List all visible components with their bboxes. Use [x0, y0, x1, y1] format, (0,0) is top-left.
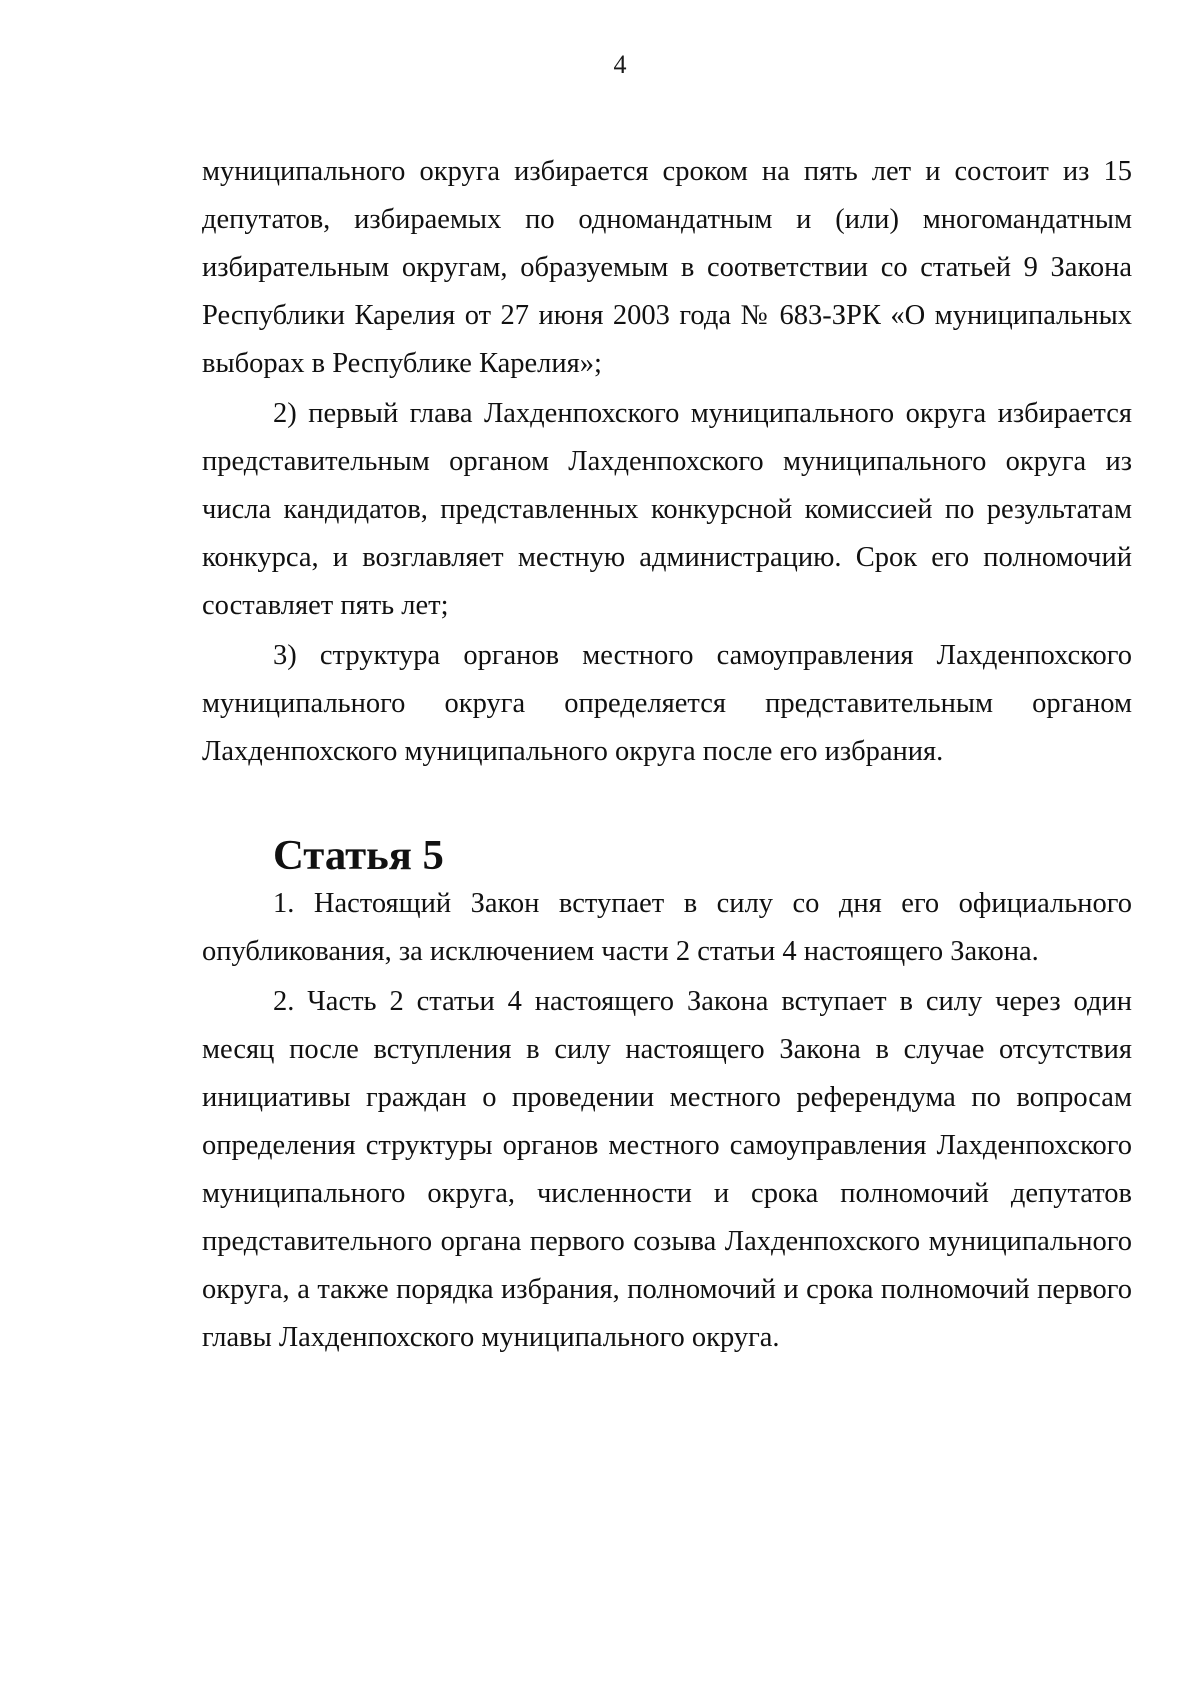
article-4-item-2-paragraph: 2) первый глава Лахденпохского муниципального округа избирается представительным органом Лахденпохского муниципального округа из числа кандидатов, представленных конкурсной комиссией по результатам конкурса, и возглавляет местную администрацию. Срок его полномочий составляет пять лет;: [202, 398, 1132, 621]
page-number: 4: [613, 50, 627, 79]
article-5-item-1-paragraph: 1. Настоящий Закон вступает в силу со дня его официального опубликования, за исключением части 2 статьи 4 настоящего Закона.: [202, 888, 1132, 967]
article-4-item-3-paragraph: 3) структура органов местного самоуправления Лахденпохского муниципального округа определяется представительным органом Лахденпохского муниципального округа после его избрания.: [202, 640, 1132, 767]
article-4-continuation-paragraph: муниципального округа избирается сроком на пять лет и состоит из 15 депутатов, избираемых по одномандатным и (или) многомандатным избирательным округам, образуемым в соответствии со статьей 9 Закона Республики Карелия от 27 июня 2003 года № 683-ЗРК «О муниципальных выборах в Республике Карелия»;: [202, 156, 1132, 379]
article-5-item-2-paragraph: 2. Часть 2 статьи 4 настоящего Закона вступает в силу через один месяц после вступления в силу настоящего Закона в случае отсутствия инициативы граждан о проведении местного референдума по вопросам определения структуры органов местного самоуправления Лахденпохского муниципального округа, численности и срока полномочий депутатов представительного органа первого созыва Лахденпохского муниципального округа, а также порядка избрания, полномочий и срока полномочий первого главы Лахденпохского муниципального округа.: [202, 986, 1132, 1353]
article-5-heading: Статья 5: [273, 832, 444, 879]
document-body: [202, 148, 1132, 1362]
